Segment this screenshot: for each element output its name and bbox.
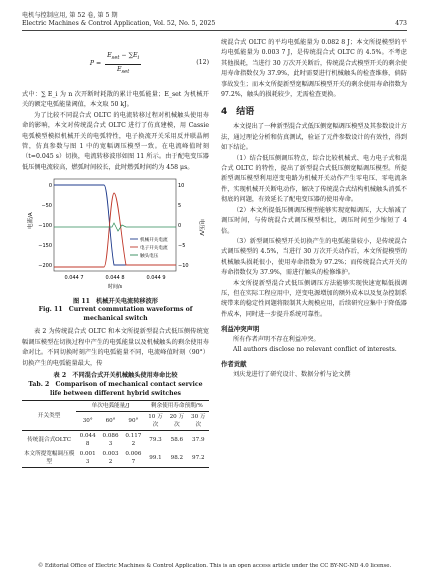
x-tick: 0.044 7 <box>64 275 84 282</box>
paragraph: 为了比较不同混合式 OLTC 的电流转移过程对机械触头使用寿命的影响，本文对传统混合式 OLTC 进行了仿真建模，用 Cassie 电弧模型模拟机械开关的电弧特性，电子换流开关采用反并联晶闸管，仿真参数与图 1 中的宽幅调压模型一致。在电流峰值时刻（t=0.045 s）切换，电流转移波形如图 11 所示。由于配电变压器低压侧电流较高，燃弧时间较长，此时燃弧时间约为 458 μs。 <box>22 111 209 171</box>
table-cell: 97.2 <box>192 455 205 462</box>
paragraph: 统混合式 OLTC 的平均电弧能量为 0.082 8 J；本文所提模型的平均电弧能量为 0.003 7 J，是传统混合式 OLTC 的 4.5%。不考虑其他损耗，当进行 30 万次开关断后，传统混合式模型开关的剩余使用寿命指数仅为 37.9%，此时需要进行机械触头的检查维修，倘防事故发生；而本文所提新型宽幅调压模型开关的剩余使用寿命指数为 97.2%，触头的损耗较少，无需检查更换。 <box>221 39 407 99</box>
legend-item: 电子开关电流 <box>140 246 168 252</box>
paragraph: （3）新型调压模型开关切换产生的电弧能量较小，是传统混合式调压模型的 4.5%，当进行 30 万次开关动作后，本文所提模型的机械触头损耗很小，使用寿命指数为 97.2%；而传统混合式开关的寿命指数仅为 37.9%，需进行触头的检修维护。 <box>221 237 407 277</box>
table-cell: 0.003 2 <box>102 451 119 466</box>
y-axis-label-right: 电压/V <box>198 219 204 236</box>
figure-11 <box>22 175 209 295</box>
paragraph: 表 2 为传统混合式 OLTC 和本文所提新型混合式低压侧传统宽幅调压模型在切换过程中产生的电弧能量以及机械触头的剩余使用寿命对比。不同切换时刻产生的电弧能量不同，电流峰值时刻（90°）切换产生的电弧能量最大，传 <box>22 328 209 367</box>
table-cell: 传统混合式OLTC <box>27 437 72 444</box>
table-subheader: 60° <box>105 418 116 425</box>
table-subheader: 30° <box>82 418 93 425</box>
y-tick-right: 10 <box>178 183 185 190</box>
comparison-table <box>22 400 209 468</box>
table-subheader: 90° <box>128 418 139 425</box>
table-subheader: 20 万次 <box>169 414 185 429</box>
paragraph: 本文提出了一种新型混合式低压侧宽幅调压模型及其参数设计方法，通过理论分析和仿真测试，验证了元件参数设计的有效性，得到如下结论。 <box>221 123 407 152</box>
waveform-plot <box>22 175 209 295</box>
eq-lhs: P = <box>89 59 102 67</box>
equation-12 <box>22 38 209 90</box>
series-contact-voltage <box>54 223 176 231</box>
figure-caption-cn: 图 11 机械开关电流转移波形 <box>72 298 158 306</box>
eq-denominator: $E_{set}$ <box>117 65 130 75</box>
eq-numerator: $E_{set} - \sum E_i$ <box>105 51 141 65</box>
left-column <box>22 38 209 468</box>
coi-heading: 利益冲突声明 <box>221 325 260 334</box>
legend-item: 触头电压 <box>140 254 159 260</box>
table-header: 剩余使用寿命预期/% <box>145 401 209 412</box>
table-cell: 0.044 8 <box>79 433 96 448</box>
contrib-statement: 刘庆龙进行了研究设计、数据分析与论文撰 <box>233 370 351 378</box>
table-caption-en: Tab. 2 Comparison of mechanical contact service life between different hybrid switches <box>28 381 203 398</box>
table-cell: 37.9 <box>192 437 205 444</box>
figure-caption-en: Fig. 11 Current commutation waveforms of mechanical switch <box>38 306 193 322</box>
y-axis-label: 电流/A <box>28 212 34 230</box>
table-cell: 本文所提宽幅调压模型 <box>23 451 75 466</box>
table-row <box>22 449 209 468</box>
table-cell: 99.1 <box>149 455 162 462</box>
y-tick: −200 <box>38 263 52 270</box>
paragraph: 式中：∑ E_i 为 n 次开断时耗散的累计电弧能量；E_set 为机械开关的额定电弧能量阈值，本文取 50 kJ。 <box>22 91 209 109</box>
x-axis-label: 时间/s <box>107 284 123 291</box>
x-tick: 0.044 8 <box>105 275 125 282</box>
x-tick: 0.044 9 <box>146 275 166 282</box>
table-cell: 98.2 <box>170 455 184 462</box>
table-cell: 79.3 <box>149 437 162 444</box>
eq-fraction <box>105 51 141 77</box>
section-heading: 4 结语 <box>221 107 255 118</box>
running-header <box>22 20 407 28</box>
right-column <box>221 38 407 380</box>
y-tick: −100 <box>38 223 52 230</box>
y-tick-right: −10 <box>178 263 189 270</box>
coi-statement-cn: 所有作者声明不存在利益冲突。 <box>233 335 320 343</box>
page-number: 473 <box>395 20 407 27</box>
license-footer: © Editorial Office of Electric Machines & Control Application. This is an open access article under the CC BY-NC-ND 4.0 license. <box>37 563 392 569</box>
table-header: 开关类型 <box>22 401 76 431</box>
table-caption-cn: 表 2 不同混合式开关机械触头使用寿命比较 <box>53 372 178 380</box>
table-subheader: 30 万次 <box>191 414 206 429</box>
y-tick-right: 0 <box>178 223 182 230</box>
paragraph: 本文所提新型混合式低压侧调压方法能够实现快速宽幅低损调压，但在实际工程应用中，逆变电源增加的额外成本以及复杂控制系统带来的稳定性问题将限制其大规模应用，后续研究应集中于降低器件成本，同时进一步提升系统可靠性。 <box>221 279 407 318</box>
equation-number: (12) <box>196 59 209 66</box>
header-rule <box>22 30 407 31</box>
legend-item: 机械开关电流 <box>140 238 168 244</box>
table-cell: 0.086 3 <box>102 433 119 448</box>
table-cell: 0.117 2 <box>125 433 142 448</box>
table-cell: 58.6 <box>170 437 184 444</box>
y-tick-right: −5 <box>178 243 186 250</box>
journal-title-cn: 电机与控制应用, 第 52 卷, 第 5 期 <box>22 12 118 19</box>
y-tick-right: 5 <box>178 203 182 210</box>
table-cell: 0.001 3 <box>79 451 96 466</box>
table-subheader: 10 万次 <box>148 414 163 429</box>
table-row <box>22 431 209 450</box>
y-tick: 0 <box>48 183 52 190</box>
paragraph: （2）本文所提低压侧调压模型能够实现宽幅调压，大大缩减了调压时间，与传统混合式调压模型相比，调压时间至少缩短了 4 倍。 <box>221 206 407 235</box>
y-tick: −50 <box>41 203 52 210</box>
contrib-heading: 作者贡献 <box>221 360 247 369</box>
table-header: 单次电弧能量/J <box>76 401 145 412</box>
journal-title-en: Electric Machines & Control Application, Vol. 52, No. 5, 2025 <box>22 20 216 27</box>
table-cell: 0.006 7 <box>125 451 142 466</box>
y-tick: −150 <box>38 243 52 250</box>
paragraph: （1）结合低压侧调压特点，综合比较机械式、电力电子式和混合式 OLTC 的特性，提出了新型混合式低压侧宽幅调压模型。所提新型调压模型利用逆变电路为机械开关动作产生零电压、零电流条件，实现机械开关断电动作，解决了传统混合式结构机械触头消弧不彻底的问题，有效延长了配电变压器的使用寿命。 <box>221 154 407 204</box>
coi-statement-en: All authors disclose no relevant conflict of interests. <box>233 345 397 353</box>
